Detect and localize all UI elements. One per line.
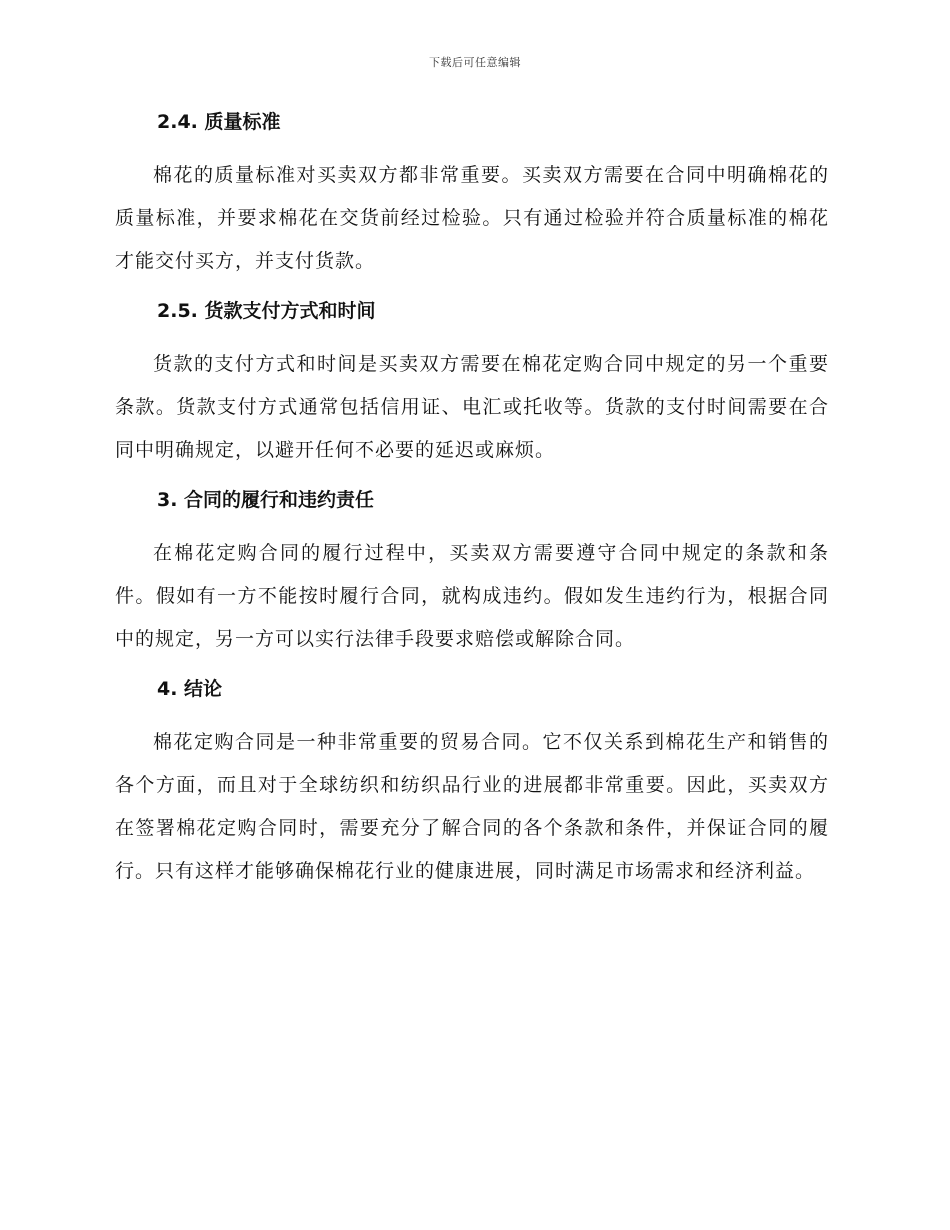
section-heading-payment: 2.5. 货款支付方式和时间 xyxy=(157,300,376,322)
section-paragraph-conclusion: 棉花定购合同是一种非常重要的贸易合同。它不仅关系到棉花生产和销售的各个方面，而且对于全球纺织和纺织品行业的进展都非常重要。因此，买卖双方在签署棉花定购合同时，需要充分了解合同的各个条款和条件，并保证合同的履行。只有这样才能够确保棉花行业的健康进展，同时满足市场需求和经济利益。 xyxy=(115,731,829,882)
section-heading-quality-standard: 2.4. 质量标准 xyxy=(157,111,281,133)
section-heading-performance-breach: 3. 合同的履行和违约责任 xyxy=(157,489,375,511)
section-paragraph-payment: 货款的支付方式和时间是买卖双方需要在棉花定购合同中规定的另一个重要条款。货款支付方式通常包括信用证、电汇或托收等。货款的支付时间需要在合同中明确规定，以避开任何不必要的延迟或麻烦。 xyxy=(115,353,829,461)
section-heading-conclusion: 4. 结论 xyxy=(157,678,223,700)
section-paragraph-quality-standard: 棉花的质量标准对买卖双方都非常重要。买卖双方需要在合同中明确棉花的质量标准，并要求棉花在交货前经过检验。只有通过检验并符合质量标准的棉花才能交付买方，并支付货款。 xyxy=(115,164,829,272)
document-body xyxy=(115,108,829,907)
section-paragraph-performance-breach: 在棉花定购合同的履行过程中，买卖双方需要遵守合同中规定的条款和条件。假如有一方不能按时履行合同，就构成违约。假如发生违约行为，根据合同中的规定，另一方可以实行法律手段要求赔偿或解除合同。 xyxy=(115,542,829,650)
page-header-note: 下载后可任意编辑 xyxy=(429,56,521,69)
